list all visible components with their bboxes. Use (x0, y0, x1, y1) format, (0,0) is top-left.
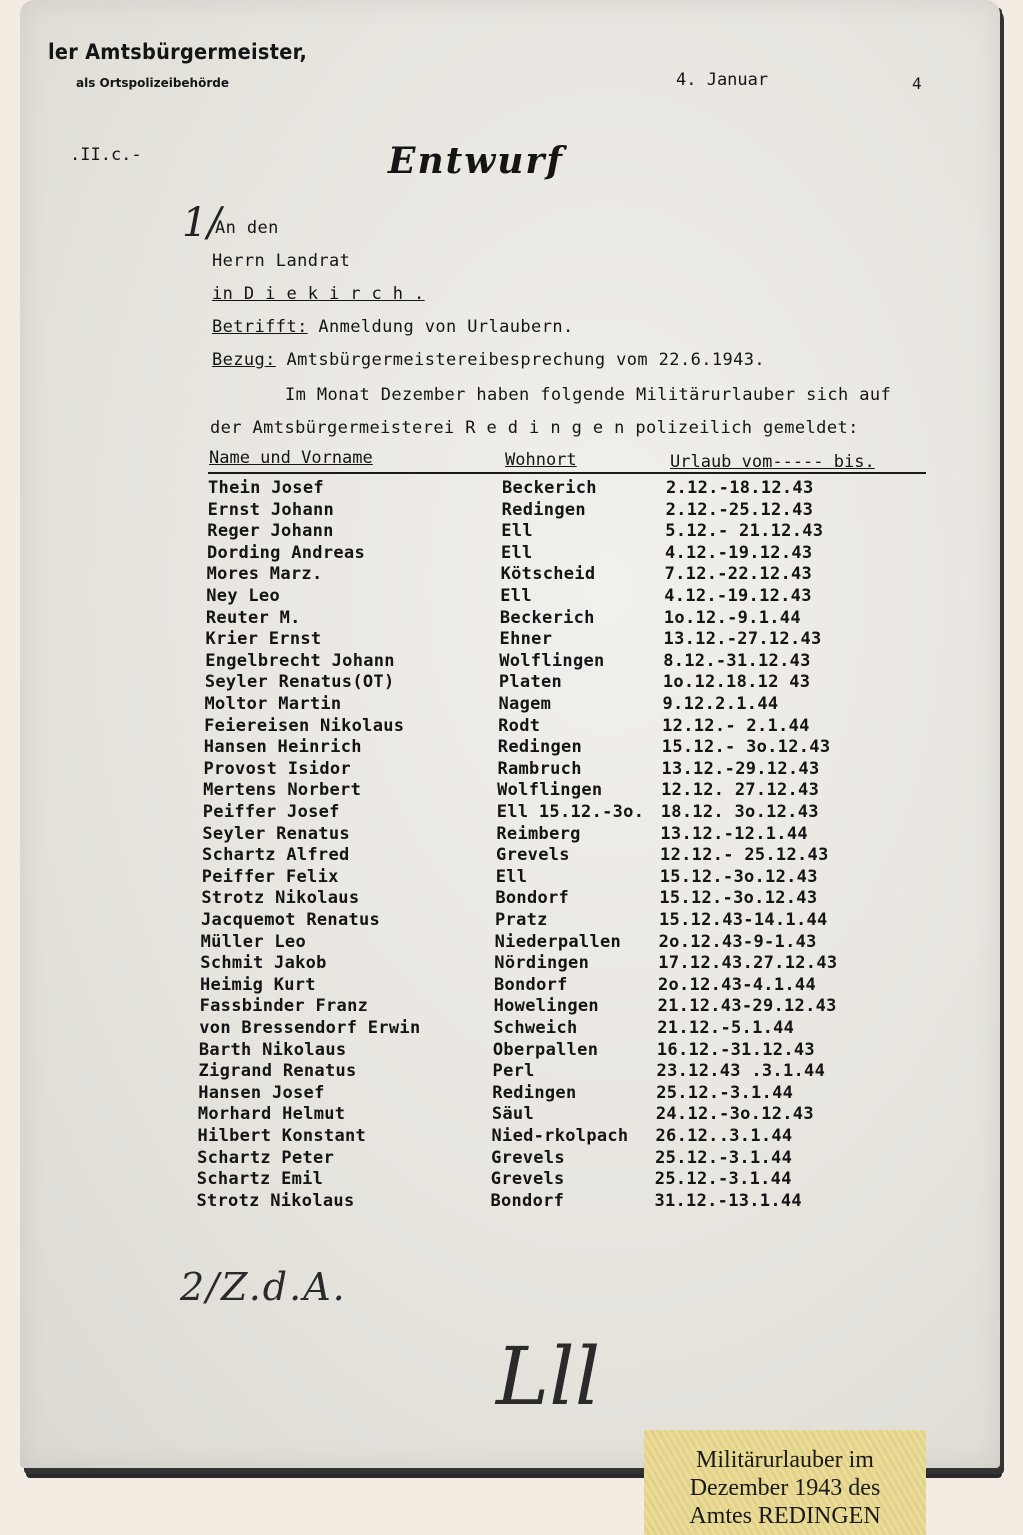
cell-urlaub: 26.12..3.1.44 (655, 1126, 793, 1146)
cell-name: Ney Leo (206, 586, 280, 606)
document-date: 4. Januar (676, 70, 769, 90)
cell-name: Feiereisen Nikolaus (204, 715, 405, 736)
table-row (11, 1018, 991, 1040)
cell-name: Hilbert Konstant (197, 1126, 367, 1146)
cell-wohnort: Perl (492, 1061, 535, 1082)
handwritten-signature: Lll (496, 1330, 601, 1423)
column-header-name: Name und Vorname (209, 448, 373, 468)
cell-urlaub: 1o.12.-9.1.44 (663, 607, 801, 628)
cell-wohnort: Bondorf (495, 888, 570, 909)
table-row (18, 608, 998, 630)
cell-name: Dording Andreas (206, 542, 365, 563)
cell-name: Peiffer Felix (201, 866, 339, 887)
cell-wohnort: Ell 15.12.-3o. (496, 802, 645, 822)
cell-wohnort: Platen (498, 672, 563, 693)
table-row (9, 1169, 989, 1191)
cell-name: Reuter M. (205, 607, 301, 628)
cell-name: Provost Isidor (203, 758, 351, 779)
subject-text: Anmeldung von Urlaubern. (318, 317, 574, 337)
table-row (14, 824, 994, 846)
cell-name: Thein Josef (208, 478, 324, 498)
cell-name: Heimig Kurt (199, 974, 316, 995)
cell-wohnort: Kötscheid (500, 564, 596, 585)
cell-name: Fassbinder Franz (199, 996, 369, 1017)
cell-name: Zigrand Renatus (198, 1061, 357, 1082)
table-row (14, 867, 994, 889)
cell-urlaub: 21.12.43-29.12.43 (657, 996, 837, 1017)
cell-wohnort: Rodt (498, 715, 541, 736)
cell-wohnort: Redingen (501, 499, 586, 520)
cell-wohnort: Ell (500, 542, 533, 563)
table-row (19, 543, 999, 565)
cell-name: Schmit Jakob (200, 953, 327, 974)
cell-wohnort: Niederpallen (494, 931, 622, 952)
table-row (13, 910, 993, 932)
column-header-urlaub: Urlaub vom----- bis. (670, 452, 875, 472)
header-rule (208, 472, 926, 474)
file-reference: .II.c.- (70, 145, 142, 165)
cell-urlaub: 9.12.2.1.44 (662, 694, 779, 714)
cell-wohnort: Ell (500, 586, 532, 606)
table-row (17, 694, 997, 716)
cell-wohnort: Ell (495, 866, 528, 887)
cell-urlaub: 21.12.-5.1.44 (657, 1018, 795, 1038)
cell-wohnort: Grevels (491, 1147, 565, 1168)
caption-line-3: Amtes REDINGEN (689, 1503, 881, 1529)
table-row (20, 478, 1000, 500)
cell-name: Schartz Emil (196, 1169, 324, 1190)
cell-name: Schartz Alfred (202, 845, 350, 866)
column-header-wohnort: Wohnort (505, 450, 577, 470)
table-row (9, 1148, 989, 1170)
cell-urlaub: 12.12.- 2.1.44 (662, 715, 810, 736)
table-row (17, 672, 997, 694)
table-row (12, 975, 992, 997)
cell-urlaub: 13.12.-29.12.43 (661, 758, 820, 779)
table-row (18, 629, 998, 651)
cell-wohnort: Wolflingen (499, 650, 605, 671)
cell-urlaub: 25.12.-3.1.44 (655, 1147, 793, 1168)
table-row (12, 953, 992, 975)
cell-urlaub: 2o.12.43-4.1.44 (657, 974, 816, 995)
cell-urlaub: 12.12. 27.12.43 (661, 780, 820, 801)
cell-urlaub: 15.12.43-14.1.44 (659, 910, 828, 930)
reference-text: Amtsbürgermeistereibesprechung vom 22.6.1943. (286, 350, 766, 370)
document-sheet (20, 0, 1000, 1468)
cell-wohnort: Bondorf (493, 974, 568, 995)
cell-urlaub: 1o.12.18.12 43 (662, 672, 811, 693)
cell-urlaub: 17.12.43.27.12.43 (658, 953, 838, 974)
cell-urlaub: 15.12.-3o.12.43 (659, 866, 818, 887)
cell-wohnort: Redingen (497, 737, 583, 758)
table-row (10, 1126, 990, 1148)
cell-urlaub: 5.12.- 21.12.43 (665, 521, 824, 542)
table-row (20, 500, 1000, 522)
table-row (18, 586, 998, 608)
cell-name: Jacquemot Renatus (201, 910, 381, 930)
cell-urlaub: 8.12.-31.12.43 (663, 650, 811, 671)
cell-urlaub: 7.12.-22.12.43 (664, 564, 813, 585)
cell-urlaub: 2.12.-18.12.43 (666, 478, 814, 498)
table-row (13, 932, 993, 954)
table-row (10, 1104, 990, 1126)
table-row (15, 780, 995, 802)
cell-wohnort: Grevels (490, 1169, 565, 1190)
cell-wohnort: Reimberg (496, 823, 581, 844)
intro-line-2: der Amtsbürgermeisterei R e d i n g e n polizeilich gemeldet: (210, 418, 859, 438)
cell-name: Engelbrecht Johann (205, 650, 395, 671)
cell-name: Hansen Heinrich (203, 737, 362, 758)
table-row (14, 845, 994, 867)
cell-name: Mertens Norbert (203, 780, 362, 801)
table-row (13, 888, 993, 910)
cell-wohnort: Redingen (492, 1082, 577, 1103)
table-row (17, 651, 997, 673)
handwritten-note: 2/Z.d.A. (180, 1265, 347, 1309)
cell-urlaub: 18.12. 3o.12.43 (660, 802, 819, 822)
address-line-2: Herrn Landrat (212, 251, 351, 271)
cell-name: Reger Johann (207, 521, 334, 542)
table-row (10, 1083, 990, 1105)
table-row (15, 802, 995, 824)
cell-name: Barth Nikolaus (198, 1039, 347, 1060)
cell-urlaub: 15.12.-3o.12.43 (659, 888, 818, 909)
cell-urlaub: 4.12.-19.12.43 (664, 586, 812, 606)
cell-name: Hansen Josef (198, 1082, 325, 1103)
cell-urlaub: 25.12.-3.1.44 (656, 1082, 794, 1103)
page-number: 4 (912, 74, 922, 93)
cell-wohnort: Säul (491, 1104, 534, 1125)
cell-urlaub: 12.12.- 25.12.43 (660, 845, 829, 866)
cell-name: Mores Marz. (206, 564, 323, 585)
caption-label (644, 1430, 926, 1535)
cell-wohnort: Nied-rkolpach (491, 1126, 629, 1146)
cell-wohnort: Bondorf (490, 1190, 565, 1211)
cell-urlaub: 24.12.-3o.12.43 (655, 1104, 814, 1125)
cell-wohnort: Wolflingen (497, 780, 603, 801)
address-line-3: in D i e k i r c h . (212, 284, 425, 304)
cell-name: Müller Leo (200, 931, 307, 952)
margin-mark: 1/ (182, 200, 221, 246)
table-row (11, 1040, 991, 1062)
table-row (19, 564, 999, 586)
cell-wohnort: Beckerich (502, 478, 597, 498)
cell-wohnort: Howelingen (493, 996, 599, 1017)
cell-wohnort: Beckerich (499, 607, 595, 628)
cell-urlaub: 25.12.-3.1.44 (654, 1169, 792, 1190)
cell-wohnort: Ehner (499, 629, 553, 650)
cell-urlaub: 13.12.-12.1.44 (660, 823, 808, 844)
cell-wohnort: Nördingen (494, 953, 590, 974)
cell-wohnort: Ell (501, 521, 533, 542)
cell-wohnort: Nagem (498, 694, 552, 714)
cell-wohnort: Grevels (496, 845, 570, 866)
table-row (12, 996, 992, 1018)
cell-wohnort: Pratz (495, 910, 548, 930)
cell-urlaub: 4.12.-19.12.43 (664, 542, 813, 563)
reference-line (212, 350, 765, 370)
cell-wohnort: Schweich (493, 1018, 578, 1038)
table-row (16, 737, 996, 759)
cell-name: Peiffer Josef (202, 802, 340, 822)
cell-wohnort: Oberpallen (492, 1039, 599, 1060)
cell-urlaub: 16.12.-31.12.43 (656, 1039, 815, 1060)
cell-name: Seyler Renatus (202, 823, 350, 844)
cell-urlaub: 23.12.43 .3.1.44 (656, 1061, 826, 1082)
document-title: Entwurf (388, 140, 564, 182)
cell-urlaub: 31.12.-13.1.44 (654, 1190, 802, 1211)
cell-name: Ernst Johann (207, 499, 335, 520)
cell-name: Morhard Helmut (197, 1104, 346, 1125)
cell-wohnort: Rambruch (497, 758, 582, 779)
cell-name: Schartz Peter (197, 1147, 335, 1168)
intro-line-1: Im Monat Dezember haben folgende Militärurlauber sich auf (285, 385, 892, 405)
address-line-1: An den (215, 218, 279, 238)
office-heading: ler Amtsbürgermeister, (48, 40, 308, 64)
reference-label: Bezug: (212, 350, 276, 370)
table-row (15, 759, 995, 781)
cell-urlaub: 15.12.- 3o.12.43 (661, 737, 831, 758)
table-row (11, 1061, 991, 1083)
table-row (16, 716, 996, 738)
caption-line-2: Dezember 1943 des (689, 1475, 881, 1501)
cell-name: Strotz Nikolaus (201, 888, 360, 909)
office-subheading: als Ortspolizeibehörde (76, 76, 229, 90)
table-row (19, 521, 999, 543)
cell-name: Strotz Nikolaus (196, 1190, 355, 1211)
cell-urlaub: 2.12.-25.12.43 (665, 499, 814, 520)
cell-urlaub: 13.12.-27.12.43 (663, 629, 822, 650)
table-row (8, 1191, 988, 1213)
cell-name: Seyler Renatus(OT) (204, 672, 395, 693)
caption-line-1: Militärurlauber im (696, 1447, 874, 1473)
cell-name: Moltor Martin (204, 694, 342, 714)
cell-name: Krier Ernst (205, 629, 322, 650)
subject-label: Betrifft: (212, 317, 308, 337)
cell-urlaub: 2o.12.43-9-1.43 (658, 931, 817, 952)
subject-line (212, 317, 574, 337)
cell-name: von Bressendorf Erwin (199, 1018, 421, 1038)
